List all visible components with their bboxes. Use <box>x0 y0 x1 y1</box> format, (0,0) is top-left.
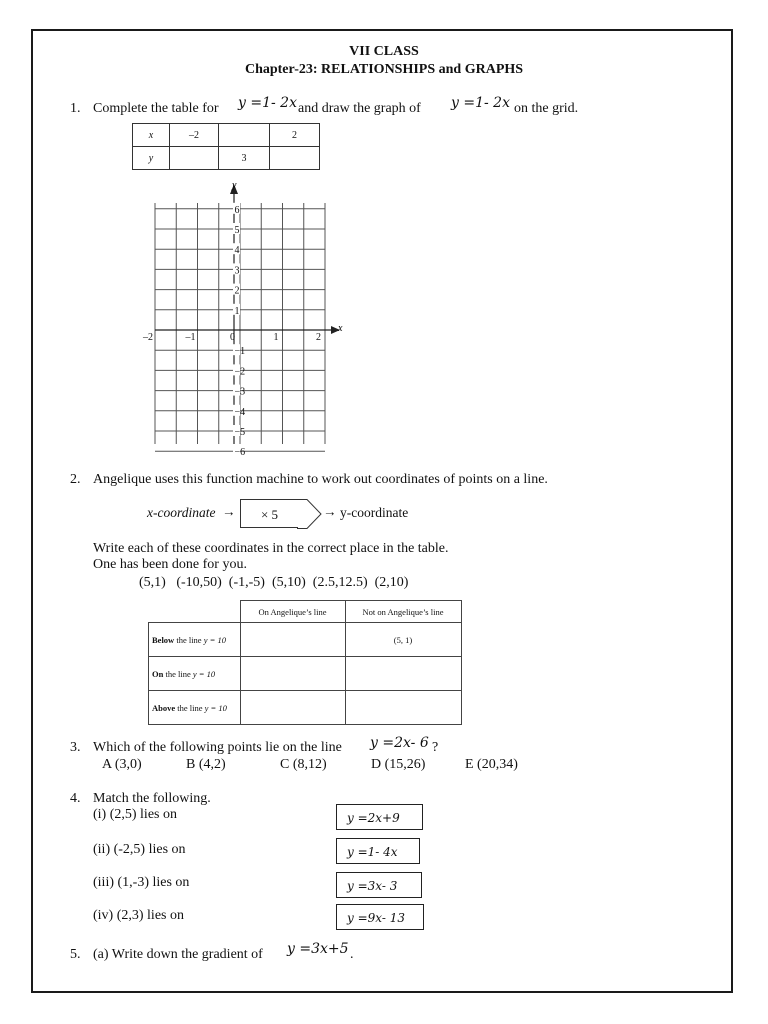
y-tick-label: −3 <box>234 386 246 398</box>
y-tick-label: 6 <box>234 204 240 216</box>
q2-cell-not-on <box>345 657 461 691</box>
q2-cell-not-on: (5, 1) <box>345 623 461 657</box>
y-tick-label: 3 <box>234 265 240 277</box>
q1-value-table <box>132 123 320 170</box>
y-tick-label: −4 <box>234 406 246 418</box>
y-tick-label: 4 <box>234 245 240 257</box>
q2-cell-on <box>240 623 345 657</box>
q2-col-not-on-line: Not on Angelique’s line <box>345 601 461 623</box>
q1-y-header: y <box>133 147 170 170</box>
q5-text: (a) Write down the gradient of <box>93 947 263 962</box>
function-machine-box: × 5 <box>240 499 298 528</box>
q1-text-b: and draw the graph of <box>298 101 421 116</box>
arrow-right-icon: → <box>222 504 236 519</box>
y-tick-label: 1 <box>234 305 240 317</box>
q3-option: D (15,26) <box>371 757 426 772</box>
x-tick-label: –1 <box>185 332 196 343</box>
q2-table-corner <box>149 601 241 623</box>
q3-number: 3. <box>70 740 81 755</box>
q4-equation-box: y =3x- 3 <box>336 872 422 898</box>
y-tick-label: −5 <box>234 427 246 438</box>
q3-option: E (20,34) <box>465 757 518 772</box>
q2-coordinate-list: (5,1) (-10,50) (-1,-5) (5,10) (2.5,12.5) (2,10) <box>139 575 409 590</box>
q4-number: 4. <box>70 791 81 806</box>
q2-cell-on <box>240 691 345 725</box>
q3-option: C (8,12) <box>280 757 327 772</box>
q3-question-mark: ? <box>432 740 439 755</box>
q2-row-label: On the line y = 10 <box>149 657 241 691</box>
q5-number: 5. <box>70 947 81 962</box>
y-axis-label: y <box>232 180 237 191</box>
q1-equation-repeat: y =1- 2x <box>451 95 510 111</box>
q1-x-cell: 2 <box>270 124 320 147</box>
x-tick-label: 1 <box>273 332 279 343</box>
q2-classification-table <box>148 600 462 725</box>
x-tick-label: 2 <box>316 332 321 343</box>
y-tick-label: 2 <box>234 285 240 297</box>
q4-item: (ii) (-2,5) lies on <box>93 842 186 857</box>
q2-col-on-line: On Angelique’s line <box>240 601 345 623</box>
q2-instruction-1: Write each of these coordinates in the correct place in the table. <box>93 541 449 556</box>
q2-number: 2. <box>70 472 81 487</box>
q3-option: B (4,2) <box>186 757 226 772</box>
q4-equation-box: y =2x+9 <box>336 804 423 830</box>
q1-x-cell <box>219 124 270 147</box>
y-tick-label: −6 <box>234 447 246 459</box>
q1-graph-grid <box>140 176 355 459</box>
y-tick-label: −1 <box>234 346 246 358</box>
arrow-right-icon: → <box>323 504 337 519</box>
q3-equation: y =2x- 6 <box>370 735 429 751</box>
q1-equation: y =1- 2x <box>238 95 297 111</box>
machine-input-label: x-coordinate <box>147 505 216 520</box>
q4-item: (iv) (2,3) lies on <box>93 908 184 923</box>
q2-row-label: Above the line y = 10 <box>149 691 241 725</box>
q5-equation: y =3x+5 <box>287 941 349 957</box>
x-tick-label: –2 <box>143 332 153 343</box>
q4-item: (iii) (1,-3) lies on <box>93 875 190 890</box>
x-tick-label: 0 <box>230 332 235 343</box>
q1-text-a: Complete the table for <box>93 101 219 116</box>
q2-cell-on <box>240 657 345 691</box>
q5-period: . <box>350 947 354 962</box>
q1-y-cell: 3 <box>219 147 270 170</box>
q1-number: 1. <box>70 101 81 116</box>
q1-y-cell <box>170 147 219 170</box>
q4-equation-box: y =9x- 13 <box>336 904 424 930</box>
q3-text: Which of the following points lie on the line <box>93 740 342 755</box>
q1-x-cell: –2 <box>170 124 219 147</box>
q1-y-cell <box>270 147 320 170</box>
q1-x-header: x <box>133 124 170 147</box>
q2-instruction-2: One has been done for you. <box>93 557 247 572</box>
x-axis-label: x <box>338 323 343 334</box>
y-tick-label: 5 <box>234 225 240 236</box>
q4-item: (i) (2,5) lies on <box>93 807 177 822</box>
q2-text: Angelique uses this function machine to work out coordinates of points on a line. <box>93 472 548 487</box>
q3-option: A (3,0) <box>102 757 142 772</box>
class-title: VII CLASS <box>349 44 419 59</box>
chapter-title: Chapter-23: RELATIONSHIPS and GRAPHS <box>244 62 524 77</box>
q2-cell-not-on <box>345 691 461 725</box>
q2-row-label: Below the line y = 10 <box>149 623 241 657</box>
q4-text: Match the following. <box>93 791 211 806</box>
y-tick-label: −2 <box>234 366 246 378</box>
q1-text-c: on the grid. <box>514 101 579 116</box>
function-machine-pointer-icon <box>297 499 323 529</box>
q4-equation-box: y =1- 4x <box>336 838 420 864</box>
machine-output-label: y-coordinate <box>340 505 409 520</box>
